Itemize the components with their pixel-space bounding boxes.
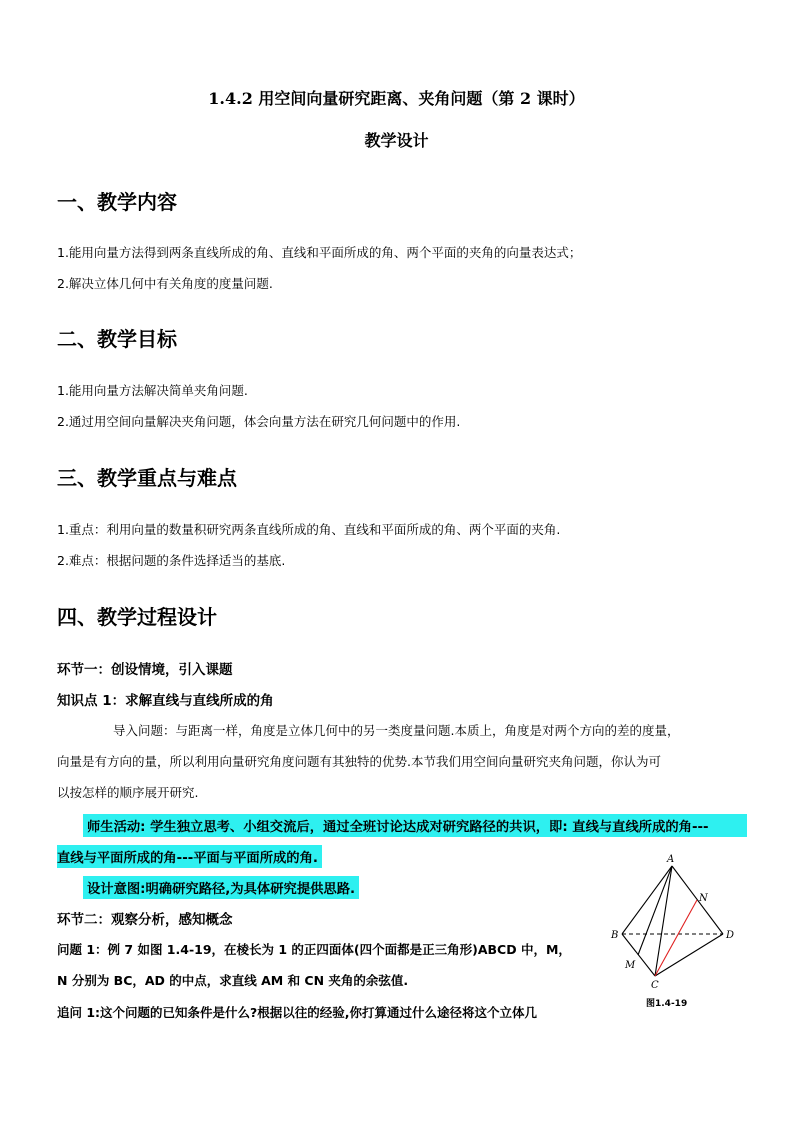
label-c: C xyxy=(651,980,659,991)
label-n: N xyxy=(699,893,708,904)
section-heading-content: 一、教学内容 xyxy=(57,190,177,214)
intro-paragraph-line-1: 导入问题：与距离一样，角度是立体几何中的另一类度量问题.本质上，角度是对两个方向的差的度量， xyxy=(113,723,680,738)
document-title: 1.4.2 用空间向量研究距离、夹角问题（第 2 课时） xyxy=(208,89,585,108)
stage-2-heading: 环节二：观察分析，感知概念 xyxy=(57,912,233,928)
edge-cd xyxy=(655,934,723,976)
problem-1-line-1: 问题 1：例 7 如图 1.4-19，在棱长为 1 的正四面体(四个面都是正三角形)ABCD 中，M， xyxy=(57,942,571,957)
followup-1-line-1: 追问 1:这个问题的已知条件是什么?根据以往的经验,你打算通过什么途径将这个立体几 xyxy=(57,1005,538,1020)
teacher-student-activity-line-2: 直线与平面所成的角---平面与平面所成的角. xyxy=(57,845,322,868)
label-b: B xyxy=(611,930,619,941)
section-heading-goals: 二、教学目标 xyxy=(57,327,177,351)
segment-am xyxy=(638,866,672,955)
figure-caption: 图1.4-19 xyxy=(646,999,688,1009)
stage-1-heading: 环节一：创设情境，引入课题 xyxy=(57,662,233,678)
teacher-student-activity-line-1: 师生活动: 学生独立思考、小组交流后，通过全班讨论达成对研究路径的共识，即: 直线与直线所成的角--- xyxy=(83,814,747,837)
document-subtitle: 教学设计 xyxy=(364,131,429,150)
section-heading-focus: 三、教学重点与难点 xyxy=(57,466,237,490)
label-d: D xyxy=(726,930,735,941)
intro-paragraph-line-3: 以按怎样的顺序展开研究. xyxy=(57,785,199,800)
label-a: A xyxy=(667,854,675,865)
design-intent: 设计意图:明确研究路径,为具体研究提供思路. xyxy=(83,876,359,899)
focus-item-1: 1.重点：利用向量的数量积研究两条直线所成的角、直线和平面所成的角、两个平面的夹角. xyxy=(57,522,561,537)
content-item-2: 2.解决立体几何中有关角度的度量问题. xyxy=(57,276,273,291)
edge-ab xyxy=(622,866,672,934)
tetrahedron-figure xyxy=(600,850,750,1020)
content-item-1: 1.能用向量方法得到两条直线所成的角、直线和平面所成的角、两个平面的夹角的向量表达式； xyxy=(57,245,582,260)
label-m: M xyxy=(625,960,636,971)
knowledge-point-1: 知识点 1：求解直线与直线所成的角 xyxy=(57,693,274,709)
edge-ad xyxy=(672,866,723,934)
goal-item-2: 2.通过用空间向量解决夹角问题，体会向量方法在研究几何问题中的作用. xyxy=(57,414,461,429)
section-heading-process: 四、教学过程设计 xyxy=(57,605,217,629)
problem-1-line-2: N 分别为 BC，AD 的中点，求直线 AM 和 CN 夹角的余弦值. xyxy=(57,973,409,988)
focus-item-2: 2.难点：根据问题的条件选择适当的基底. xyxy=(57,553,286,568)
goal-item-1: 1.能用向量方法解决简单夹角问题. xyxy=(57,383,248,398)
intro-paragraph-line-2: 向量是有方向的量，所以利用向量研究角度问题有其独特的优势.本节我们用空间向量研究夹角问题，你认为可 xyxy=(57,754,661,769)
